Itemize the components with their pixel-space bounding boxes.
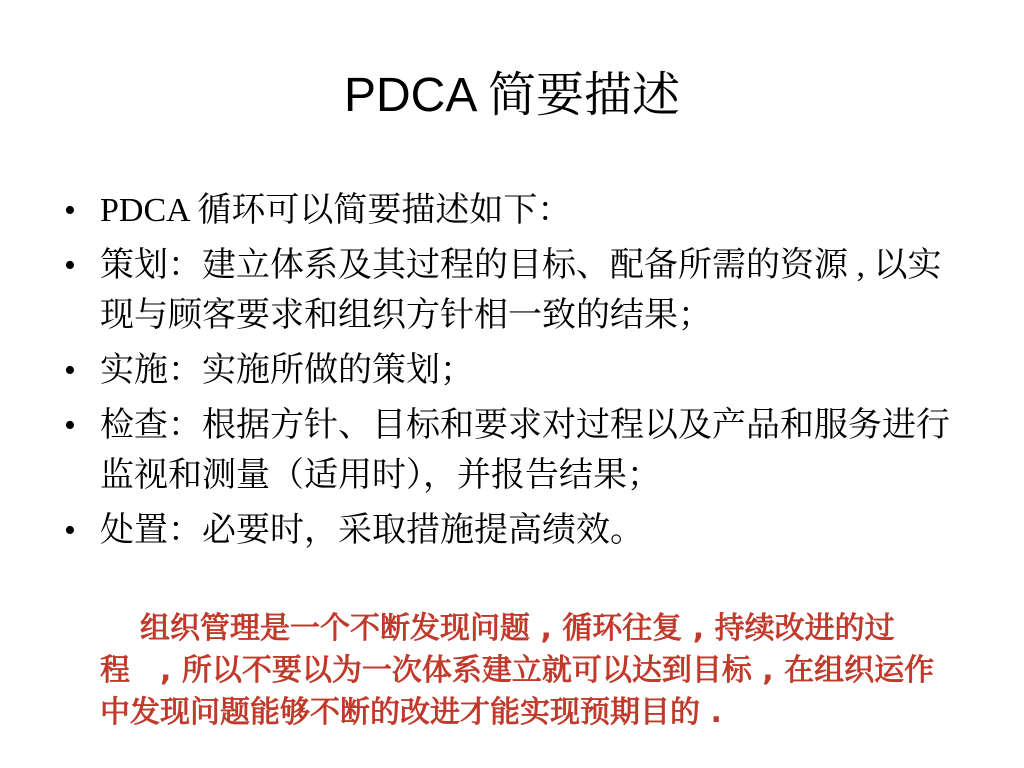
bullet-text: 实施：实施所做的策划； bbox=[100, 352, 474, 389]
bullet-dot-icon: • bbox=[64, 407, 76, 444]
bullet-text: PDCA 循环可以简要描述如下： bbox=[100, 192, 572, 229]
bullet-item bbox=[58, 241, 958, 341]
bullet-item bbox=[58, 506, 958, 556]
highlight-note: 组织管理是一个不断发现问题 , 循环往复 , 持续改进的过程 , 所以不要以为一次体系建立就可以达到目标 , 在组织运作中发现问题能够不断的改进才能实现预期目的 . bbox=[100, 611, 935, 730]
slide-title: PDCA 简要描述 bbox=[343, 69, 681, 122]
bullet-item bbox=[58, 346, 958, 396]
bullet-dot-icon: • bbox=[64, 352, 76, 389]
bullet-text: 处置：必要时，采取措施提高绩效。 bbox=[100, 512, 644, 549]
bullet-dot-icon: • bbox=[64, 247, 76, 284]
bullet-dot-icon: • bbox=[64, 192, 76, 229]
bullet-dot-icon: • bbox=[64, 512, 76, 549]
bullet-list bbox=[58, 186, 958, 561]
bullet-item bbox=[58, 186, 958, 236]
bullet-text: 策划：建立体系及其过程的目标、配备所需的资源 , 以实现与顾客要求和组织方针相一致的结果； bbox=[100, 247, 942, 334]
bullet-item bbox=[58, 401, 958, 501]
bullet-text: 检查：根据方针、目标和要求对过程以及产品和服务进行监视和测量（适用时），并报告结果； bbox=[100, 407, 950, 494]
